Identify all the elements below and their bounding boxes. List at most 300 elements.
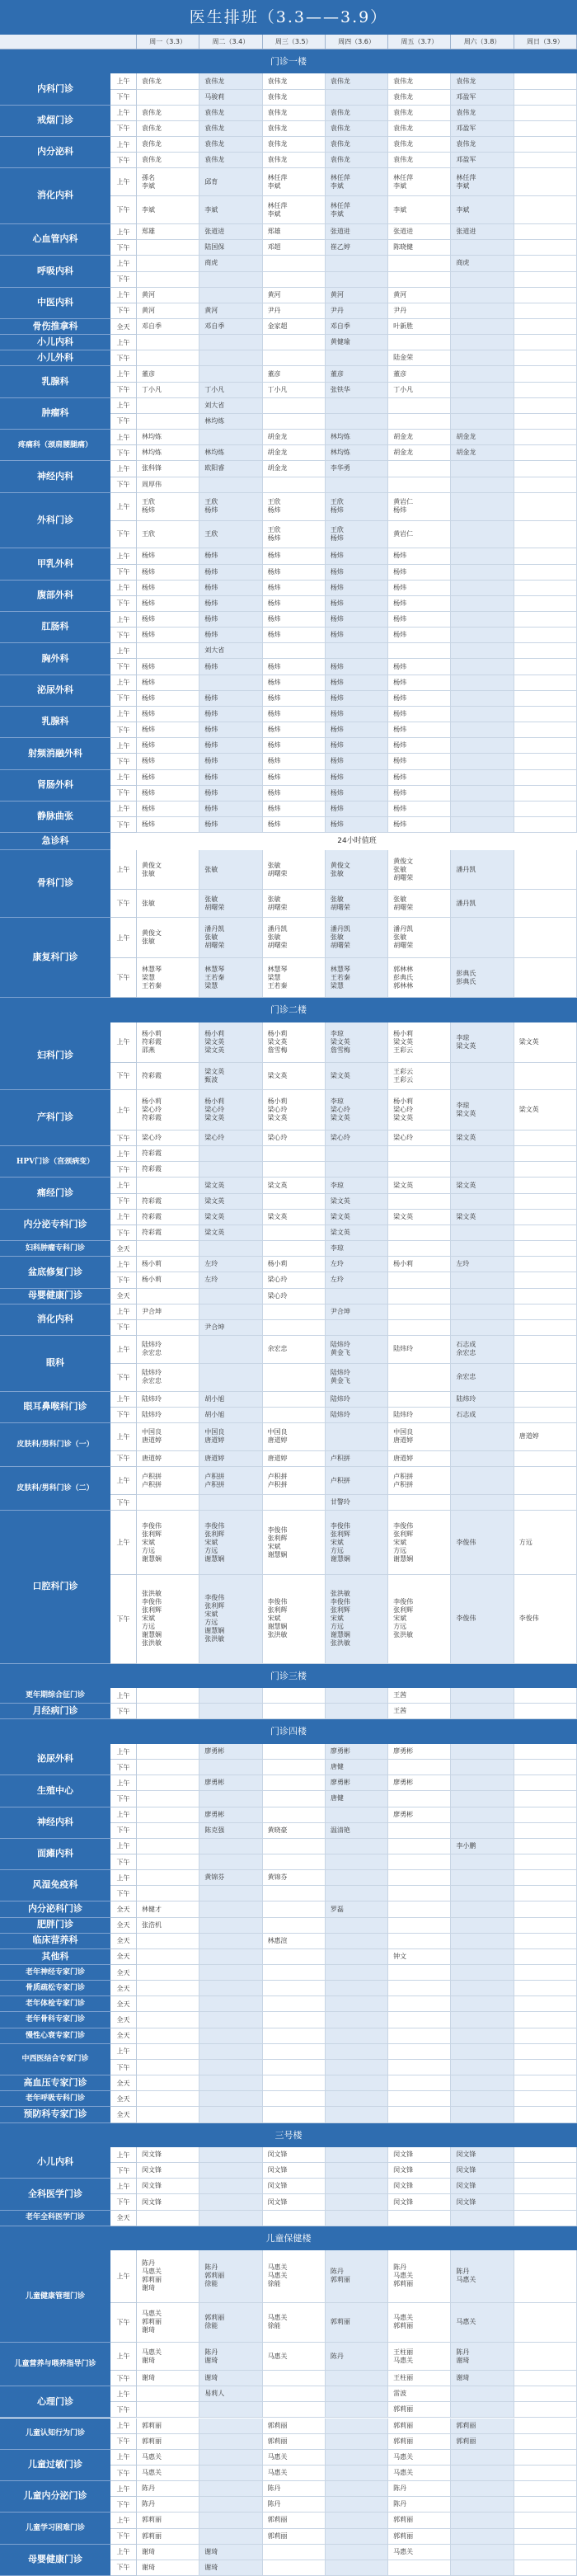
doctor-name: 张浩机 bbox=[142, 1920, 162, 1929]
schedule-cell bbox=[388, 1304, 451, 1320]
schedule-cell bbox=[199, 493, 262, 521]
doctor-name: 杨小莉 bbox=[142, 1260, 162, 1268]
schedule-cell bbox=[326, 596, 388, 612]
schedule-cell bbox=[137, 643, 199, 659]
schedule-cell bbox=[514, 2419, 577, 2434]
schedule-cell bbox=[263, 430, 326, 445]
doctor-name: 卢积拼 bbox=[393, 1472, 414, 1480]
doctor-name: 郭莉丽 bbox=[267, 2421, 288, 2429]
schedule-cell bbox=[388, 2044, 451, 2060]
doctor-name: 张敏 bbox=[142, 869, 155, 877]
doctor-name: 梁文英 bbox=[393, 1114, 414, 1122]
department-label: 乳腺科 bbox=[0, 366, 110, 397]
schedule-cell bbox=[137, 1839, 199, 1854]
doctor-name: 梁文英 bbox=[204, 1037, 225, 1046]
doctor-name: 陈丹 bbox=[456, 2268, 470, 2276]
schedule-cell bbox=[451, 1210, 514, 1225]
schedule-cell bbox=[137, 414, 199, 430]
schedule-cell bbox=[137, 722, 199, 738]
doctor-name: 袁伟龙 bbox=[393, 140, 414, 148]
doctor-name: 谢琦 bbox=[142, 2356, 155, 2364]
schedule-cell bbox=[199, 1996, 262, 2012]
schedule-cell bbox=[326, 2012, 388, 2028]
doctor-name: 闵文锋 bbox=[267, 2182, 288, 2190]
doctor-name: 杨炜 bbox=[330, 599, 344, 607]
department-label: 老年呼吸专科门诊 bbox=[0, 2091, 110, 2107]
schedule-cell bbox=[451, 1704, 514, 1719]
doctor-name: 马惠关 bbox=[267, 2452, 288, 2461]
schedule-cell bbox=[388, 1063, 451, 1091]
schedule-cell bbox=[263, 628, 326, 643]
doctor-name: 杨炜 bbox=[142, 726, 155, 734]
schedule-cell bbox=[451, 521, 514, 549]
schedule-cell bbox=[199, 2250, 262, 2302]
doctor-name: 胡曙荣 bbox=[204, 903, 225, 911]
schedule-cell bbox=[514, 1162, 577, 1178]
schedule-cell bbox=[199, 73, 262, 89]
schedule-cell bbox=[326, 1744, 388, 1760]
doctor-name: 杨炜 bbox=[330, 820, 344, 829]
schedule-cell bbox=[263, 2075, 326, 2091]
schedule-cell bbox=[263, 521, 326, 549]
schedule-cell bbox=[514, 2450, 577, 2466]
schedule-cell bbox=[326, 414, 388, 430]
doctor-name: 闵文锋 bbox=[456, 2151, 476, 2159]
schedule-cell bbox=[451, 770, 514, 786]
schedule-cell bbox=[263, 2545, 326, 2560]
doctor-name: 马惠关 bbox=[393, 2547, 414, 2555]
schedule-cell bbox=[451, 319, 514, 335]
period-label: 上午 bbox=[110, 288, 137, 303]
period-label: 上午 bbox=[110, 707, 137, 722]
schedule-cell bbox=[263, 2386, 326, 2402]
doctor-name: 张敏 bbox=[393, 933, 407, 942]
schedule-cell bbox=[451, 548, 514, 564]
department-label: 皮肤科/男科门诊（二） bbox=[0, 1467, 110, 1511]
schedule-cell bbox=[137, 1704, 199, 1719]
schedule-cell bbox=[263, 2402, 326, 2418]
schedule-cell bbox=[263, 1178, 326, 1193]
schedule-cell bbox=[326, 319, 388, 335]
schedule-cell bbox=[451, 675, 514, 691]
schedule-cell bbox=[263, 1495, 326, 1511]
schedule-cell bbox=[263, 1451, 326, 1467]
schedule-cell bbox=[514, 1575, 577, 1664]
schedule-cell bbox=[199, 1823, 262, 1839]
schedule-cell bbox=[263, 2434, 326, 2450]
schedule-cell bbox=[514, 1886, 577, 1901]
doctor-name: 杨小莉 bbox=[142, 1029, 162, 1037]
department-label: 老年全科医学门诊 bbox=[0, 2211, 110, 2226]
schedule-cell bbox=[199, 1886, 262, 1901]
doctor-name: 郭莉丽 bbox=[267, 2437, 288, 2445]
schedule-cell bbox=[388, 1241, 451, 1257]
department-label: 儿童过敏门诊 bbox=[0, 2450, 110, 2481]
schedule-cell bbox=[263, 272, 326, 288]
schedule-cell bbox=[199, 1688, 262, 1704]
schedule-cell bbox=[263, 2044, 326, 2060]
schedule-cell bbox=[326, 335, 388, 350]
schedule-cell bbox=[326, 2497, 388, 2513]
doctor-name: 方远 bbox=[330, 1546, 344, 1554]
schedule-cell bbox=[388, 754, 451, 769]
schedule-cell bbox=[451, 2012, 514, 2028]
doctor-name: 谢慧娴 bbox=[142, 1554, 162, 1563]
schedule-cell bbox=[326, 1839, 388, 1854]
schedule-cell bbox=[263, 1241, 326, 1257]
schedule-cell bbox=[388, 2434, 451, 2450]
schedule-cell bbox=[199, 288, 262, 303]
schedule-cell bbox=[199, 398, 262, 414]
period-label: 上午 bbox=[110, 1210, 137, 1225]
schedule-cell bbox=[263, 1257, 326, 1272]
doctor-name: 杨炜 bbox=[204, 709, 218, 717]
schedule-cell bbox=[326, 890, 388, 918]
doctor-name: 黄河 bbox=[142, 290, 155, 298]
doctor-name: 谢琦 bbox=[142, 2563, 155, 2571]
schedule-cell bbox=[137, 581, 199, 596]
schedule-cell bbox=[514, 1022, 577, 1063]
schedule-cell bbox=[137, 612, 199, 628]
schedule-cell bbox=[451, 2194, 514, 2210]
period-label: 下午 bbox=[110, 722, 137, 738]
period-label: 下午 bbox=[110, 240, 137, 256]
doctor-name: 陈丹 bbox=[267, 2484, 281, 2493]
schedule-cell bbox=[451, 754, 514, 769]
doctor-name: 梁文英 bbox=[330, 1114, 350, 1122]
schedule-cell bbox=[137, 1336, 199, 1364]
schedule-cell bbox=[326, 628, 388, 643]
schedule-cell bbox=[514, 1934, 577, 1949]
doctor-name: 宋斌 bbox=[204, 1538, 218, 1546]
doctor-name: 方远 bbox=[330, 1623, 344, 1631]
doctor-name: 唐健 bbox=[330, 1763, 344, 1771]
doctor-name: 廖勇彬 bbox=[393, 1779, 414, 1787]
doctor-name: 潘丹凯 bbox=[456, 865, 476, 873]
schedule-cell bbox=[326, 1272, 388, 1288]
schedule-cell bbox=[199, 1744, 262, 1760]
doctor-name: 方远 bbox=[393, 1623, 407, 1631]
doctor-name: 陆炜玲 bbox=[142, 1394, 162, 1403]
doctor-name: 李俊伟 bbox=[142, 1521, 162, 1530]
schedule-cell bbox=[137, 90, 199, 106]
doctor-name: 李斌 bbox=[393, 181, 407, 190]
period-label: 下午 bbox=[110, 1272, 137, 1288]
doctor-name: 胡曙荣 bbox=[267, 903, 288, 911]
period-label: 下午 bbox=[110, 1194, 137, 1210]
doctor-name: 张利辉 bbox=[267, 1534, 288, 1542]
doctor-name: 陆炜玲 bbox=[393, 1410, 414, 1418]
schedule-cell bbox=[388, 643, 451, 659]
schedule-cell bbox=[326, 1918, 388, 1934]
doctor-name: 李俊伟 bbox=[456, 1538, 476, 1546]
schedule-cell bbox=[514, 73, 577, 89]
doctor-name: 陆炜玲 bbox=[142, 1369, 162, 1377]
schedule-cell bbox=[137, 2529, 199, 2545]
doctor-name: 卢积拼 bbox=[204, 1472, 225, 1480]
doctor-name: 唐道婷 bbox=[204, 1454, 225, 1462]
schedule-cell bbox=[263, 2303, 326, 2343]
doctor-name: 卢积拼 bbox=[330, 1454, 350, 1462]
schedule-cell bbox=[199, 2371, 262, 2386]
doctor-name: 李琼 bbox=[456, 1102, 470, 1110]
doctor-name: 谢琦 bbox=[142, 2284, 155, 2292]
schedule-cell bbox=[451, 1272, 514, 1288]
doctor-name: 张敏 bbox=[330, 933, 344, 942]
schedule-cell bbox=[451, 1823, 514, 1839]
schedule-cell bbox=[388, 1210, 451, 1225]
schedule-cell bbox=[514, 2179, 577, 2194]
schedule-cell bbox=[137, 2075, 199, 2091]
doctor-name: 梁文英 bbox=[456, 1110, 476, 1118]
schedule-cell bbox=[263, 2179, 326, 2194]
schedule-cell bbox=[263, 1996, 326, 2012]
schedule-cell bbox=[263, 1886, 326, 1901]
schedule-cell bbox=[388, 73, 451, 89]
doctor-name: 梁心玲 bbox=[267, 1291, 288, 1300]
doctor-name: 闵文锋 bbox=[456, 2182, 476, 2190]
period-label: 上午 bbox=[110, 2044, 137, 2060]
doctor-name: 杨炜 bbox=[204, 741, 218, 750]
schedule-cell bbox=[326, 1886, 388, 1901]
schedule-cell bbox=[326, 801, 388, 817]
doctor-name: 闵文锋 bbox=[456, 2166, 476, 2174]
doctor-name: 马惠关 bbox=[393, 2314, 414, 2322]
schedule-cell bbox=[263, 1901, 326, 1917]
doctor-name: 袁伟龙 bbox=[456, 140, 476, 148]
department-label: 风湿免疫科 bbox=[0, 1870, 110, 1901]
schedule-cell bbox=[263, 1467, 326, 1495]
schedule-cell bbox=[451, 2107, 514, 2122]
schedule-cell bbox=[514, 801, 577, 817]
schedule-cell bbox=[388, 786, 451, 801]
doctor-name: 张敏 bbox=[330, 869, 344, 877]
schedule-cell bbox=[326, 430, 388, 445]
doctor-name: 袁伟龙 bbox=[204, 77, 225, 85]
doctor-name: 郭莉丽 bbox=[142, 2437, 162, 2445]
schedule-cell bbox=[388, 817, 451, 833]
schedule-cell bbox=[388, 1194, 451, 1210]
schedule-cell bbox=[388, 1272, 451, 1288]
schedule-cell bbox=[263, 1022, 326, 1063]
schedule-cell bbox=[451, 2028, 514, 2044]
schedule-cell bbox=[263, 350, 326, 366]
schedule-cell bbox=[263, 2250, 326, 2302]
period-label: 上午 bbox=[110, 106, 137, 121]
schedule-cell bbox=[263, 1807, 326, 1823]
schedule-cell bbox=[514, 691, 577, 707]
doctor-name: 王欣 bbox=[330, 498, 344, 506]
department-label: 母婴健康门诊 bbox=[0, 2545, 110, 2576]
period-label: 全天 bbox=[110, 1918, 137, 1934]
schedule-cell bbox=[137, 398, 199, 414]
doctor-name: 张敏 bbox=[204, 865, 218, 873]
schedule-cell bbox=[388, 350, 451, 366]
doctor-name: 张利辉 bbox=[267, 1606, 288, 1615]
schedule-cell bbox=[137, 430, 199, 445]
schedule-cell bbox=[451, 288, 514, 303]
schedule-cell bbox=[137, 1760, 199, 1775]
schedule-cell bbox=[326, 196, 388, 224]
schedule-cell bbox=[137, 1451, 199, 1467]
schedule-cell bbox=[451, 2513, 514, 2528]
schedule-cell bbox=[199, 2466, 262, 2481]
schedule-cell bbox=[199, 2513, 262, 2528]
doctor-name: 黄金飞 bbox=[330, 1349, 350, 1357]
department-label: 月经病门诊 bbox=[0, 1704, 110, 1719]
doctor-name: 梁文英 bbox=[267, 1212, 288, 1220]
doctor-name: 欧阳睿 bbox=[204, 464, 225, 472]
doctor-name: 胡金龙 bbox=[456, 433, 476, 441]
doctor-name: 梁文英 bbox=[330, 1212, 350, 1220]
schedule-cell bbox=[326, 659, 388, 675]
schedule-cell bbox=[199, 1146, 262, 1162]
doctor-name: 张洪敏 bbox=[204, 1635, 225, 1643]
schedule-cell bbox=[199, 477, 262, 493]
schedule-cell bbox=[199, 1304, 262, 1320]
schedule-cell bbox=[388, 2250, 451, 2302]
doctor-name: 唐道婷 bbox=[393, 1454, 414, 1462]
schedule-cell bbox=[199, 1178, 262, 1193]
doctor-name: 徐能 bbox=[267, 2322, 281, 2330]
schedule-cell bbox=[514, 1131, 577, 1146]
doctor-name: 杨炜 bbox=[142, 678, 155, 686]
period-label: 下午 bbox=[110, 1886, 137, 1901]
schedule-cell bbox=[137, 2402, 199, 2418]
schedule-cell bbox=[514, 918, 577, 958]
schedule-cell bbox=[137, 1090, 199, 1131]
period-label: 全天 bbox=[110, 2091, 137, 2107]
doctor-name: 唐道婷 bbox=[518, 1432, 539, 1441]
doctor-name: 胡曙荣 bbox=[267, 869, 288, 877]
department-label: 口腔科门诊 bbox=[0, 1511, 110, 1664]
doctor-name: 潘丹凯 bbox=[330, 925, 350, 933]
schedule-cell bbox=[514, 1744, 577, 1760]
schedule-cell bbox=[451, 1467, 514, 1495]
page-title: 医生排班（3.3——3.9） bbox=[0, 0, 577, 35]
doctor-name: 唐道婷 bbox=[393, 1436, 414, 1445]
schedule-cell bbox=[326, 2163, 388, 2179]
doctor-name: 卢积拼 bbox=[142, 1472, 162, 1480]
schedule-cell bbox=[514, 106, 577, 121]
schedule-cell bbox=[199, 350, 262, 366]
schedule-cell bbox=[137, 153, 199, 168]
schedule-cell bbox=[451, 196, 514, 224]
schedule-cell bbox=[514, 1823, 577, 1839]
schedule-cell bbox=[451, 398, 514, 414]
doctor-name: 张敏 bbox=[204, 895, 218, 903]
doctor-name: 陆炜玲 bbox=[330, 1369, 350, 1377]
header-day: 周五（3.7） bbox=[388, 35, 451, 49]
schedule-cell bbox=[451, 1996, 514, 2012]
doctor-name: 李俊伟 bbox=[204, 1594, 225, 1602]
doctor-name: 王茜 bbox=[393, 1691, 407, 1699]
doctor-name: 杨炜 bbox=[142, 709, 155, 717]
period-label: 上午 bbox=[110, 168, 137, 196]
doctor-name: 徐能 bbox=[204, 2322, 218, 2330]
schedule-cell bbox=[326, 1823, 388, 1839]
doctor-name: 杨小莉 bbox=[393, 1260, 414, 1268]
department-label: 小儿内科 bbox=[0, 335, 110, 350]
schedule-cell bbox=[514, 256, 577, 271]
schedule-cell bbox=[137, 2194, 199, 2210]
doctor-name: 林惠渲 bbox=[267, 1936, 288, 1944]
department-label: 儿童健康管理门诊 bbox=[0, 2250, 110, 2343]
doctor-name: 彭典氏 bbox=[456, 977, 476, 985]
schedule-cell bbox=[451, 1807, 514, 1823]
schedule-cell bbox=[514, 240, 577, 256]
doctor-name: 陈丹 bbox=[204, 2263, 218, 2272]
doctor-name: 杨炜 bbox=[330, 583, 344, 591]
schedule-cell bbox=[388, 1336, 451, 1364]
section-banner: 门诊二楼 bbox=[0, 998, 577, 1022]
schedule-cell bbox=[514, 2250, 577, 2302]
schedule-cell bbox=[199, 2450, 262, 2466]
doctor-name: 廖勇彬 bbox=[204, 1747, 225, 1755]
schedule-cell bbox=[326, 1210, 388, 1225]
schedule-cell bbox=[514, 1760, 577, 1775]
schedule-cell bbox=[137, 319, 199, 335]
schedule-cell bbox=[326, 477, 388, 493]
schedule-cell bbox=[388, 2060, 451, 2075]
doctor-name: 董彦 bbox=[330, 369, 344, 378]
schedule-cell bbox=[137, 303, 199, 319]
doctor-name: 陆炜玲 bbox=[393, 1345, 414, 1353]
schedule-cell bbox=[137, 2147, 199, 2163]
schedule-cell bbox=[451, 2091, 514, 2107]
doctor-name: 张洪敏 bbox=[267, 1631, 288, 1639]
schedule-cell bbox=[514, 303, 577, 319]
schedule-cell bbox=[137, 2343, 199, 2371]
schedule-cell bbox=[388, 722, 451, 738]
doctor-name: 袁伟龙 bbox=[142, 156, 162, 164]
schedule-cell bbox=[514, 754, 577, 769]
doctor-name: 宋斌 bbox=[142, 1615, 155, 1623]
schedule-cell bbox=[137, 707, 199, 722]
doctor-name: 黄俊文 bbox=[142, 861, 162, 869]
schedule-cell bbox=[326, 366, 388, 382]
doctor-name: 林慧琴 bbox=[330, 965, 350, 973]
schedule-cell bbox=[326, 398, 388, 414]
doctor-name: 陈丹 bbox=[330, 2352, 344, 2360]
schedule-cell bbox=[514, 565, 577, 581]
doctor-name: 刘大省 bbox=[204, 401, 225, 409]
schedule-cell bbox=[263, 1146, 326, 1162]
doctor-name: 杨炜 bbox=[142, 567, 155, 576]
schedule-cell bbox=[199, 738, 262, 754]
doctor-name: 杨炜 bbox=[330, 773, 344, 781]
period-label: 全天 bbox=[110, 2028, 137, 2044]
schedule-cell bbox=[199, 1704, 262, 1719]
schedule-cell bbox=[137, 2211, 199, 2226]
doctor-name: 石志成 bbox=[456, 1341, 476, 1349]
schedule-cell bbox=[388, 770, 451, 786]
schedule-cell bbox=[326, 2529, 388, 2545]
doctor-name: 闵文锋 bbox=[393, 2182, 414, 2190]
schedule-cell bbox=[137, 1934, 199, 1949]
period-label: 上午 bbox=[110, 581, 137, 596]
period-label: 上午 bbox=[110, 1807, 137, 1823]
schedule-cell bbox=[451, 1901, 514, 1917]
schedule-cell bbox=[514, 707, 577, 722]
schedule-cell bbox=[263, 1364, 326, 1392]
schedule-cell bbox=[137, 2466, 199, 2481]
schedule-cell bbox=[388, 2466, 451, 2481]
schedule-cell bbox=[451, 1688, 514, 1704]
doctor-name: 廖勇彬 bbox=[204, 1779, 225, 1787]
doctor-name: 张洪敏 bbox=[330, 1590, 350, 1598]
schedule-cell bbox=[514, 350, 577, 366]
